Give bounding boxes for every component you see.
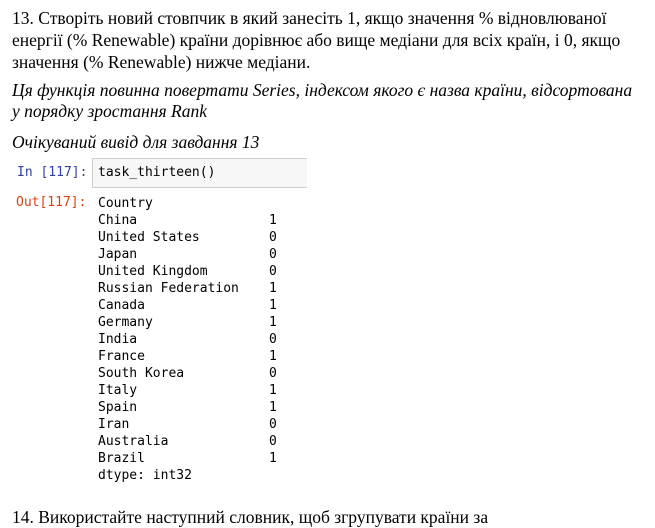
renewable-flag: 0: [269, 332, 277, 347]
series-row: [98, 416, 277, 433]
series-row: [98, 433, 277, 450]
country-name: India: [98, 332, 138, 347]
renewable-flag: 1: [269, 213, 277, 228]
renewable-flag: 1: [269, 349, 277, 364]
series-row: [98, 280, 277, 297]
renewable-flag: 0: [269, 247, 277, 262]
country-name: Germany: [98, 315, 153, 330]
country-name: Japan: [98, 247, 138, 262]
country-name: Canada: [98, 298, 145, 313]
series-row: [98, 314, 277, 331]
dtype-line: dtype: int32: [98, 468, 192, 483]
renewable-flag: 0: [269, 230, 277, 245]
renewable-flag: 1: [269, 451, 277, 466]
country-name: United States: [98, 230, 200, 245]
series-row: [98, 229, 277, 246]
country-name: Spain: [98, 400, 138, 415]
country-name: Australia: [98, 434, 169, 449]
renewable-flag: 0: [269, 264, 277, 279]
country-name: France: [98, 349, 145, 364]
country-name: Italy: [98, 383, 138, 398]
country-name: Brazil: [98, 451, 145, 466]
series-row: [98, 331, 277, 348]
series-row: [98, 212, 277, 229]
renewable-flag: 0: [269, 434, 277, 449]
country-name: United Kingdom: [98, 264, 208, 279]
series-row: [98, 450, 277, 467]
series-row: [98, 297, 277, 314]
renewable-flag: 1: [269, 315, 277, 330]
renewable-flag: 0: [269, 366, 277, 381]
input-prompt: In [117]:: [17, 165, 88, 180]
series-row: [98, 263, 277, 280]
output-area: [98, 195, 277, 484]
output-prompt: Out[117]:: [16, 195, 87, 210]
series-row: [98, 399, 277, 416]
index-name: Country: [98, 196, 153, 211]
country-name: Iran: [98, 417, 130, 432]
country-name: South Korea: [98, 366, 185, 381]
country-name: China: [98, 213, 138, 228]
task-14-description: 14. Використайте наступний словник, щоб згрупувати країни за: [12, 507, 489, 527]
expected-output-heading: Очікуваний вивід для завдання 13: [12, 132, 260, 152]
series-row: [98, 382, 277, 399]
series-rows: [98, 212, 277, 467]
renewable-flag: 1: [269, 383, 277, 398]
series-row: [98, 348, 277, 365]
renewable-flag: 0: [269, 417, 277, 432]
code-text[interactable]: task_thirteen(): [98, 165, 216, 180]
code-cell[interactable]: [92, 158, 307, 188]
series-row: [98, 365, 277, 382]
series-row: [98, 246, 277, 263]
renewable-flag: 1: [269, 281, 277, 296]
country-name: Russian Federation: [98, 281, 239, 296]
task-13-description: 13. Створіть новий стовпчик в який занесіть 1, якщо значення % відновлюваної енергії (% Renewable) країни дорівнює або вище медіани для всіх країн, і 0, якщо значення (% Renewable) нижче медіани.: [12, 8, 621, 72]
renewable-flag: 1: [269, 298, 277, 313]
renewable-flag: 1: [269, 400, 277, 415]
function-note: Ця функція повинна повертати Series, індексом якого є назва країни, відсортована у порядку зростання Rank: [12, 80, 633, 121]
